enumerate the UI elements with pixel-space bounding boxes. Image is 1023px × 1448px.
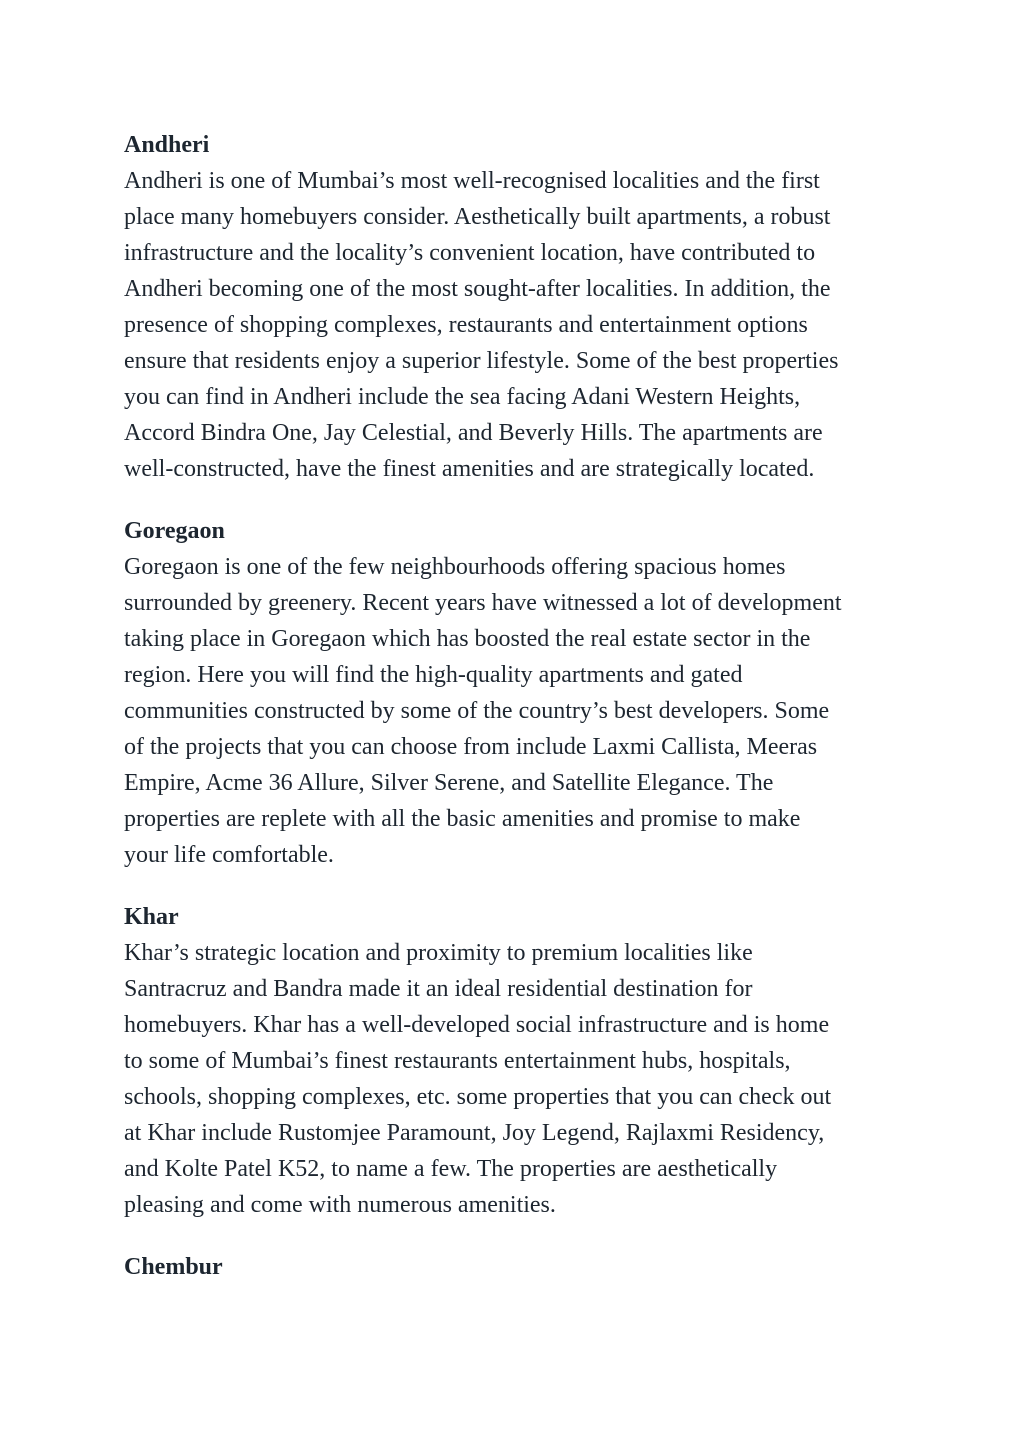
paragraph-line: to some of Mumbai’s finest restaurants entertainment hubs, hospitals, (124, 1048, 791, 1074)
section-goregaon (124, 513, 914, 873)
paragraph-line: taking place in Goregaon which has boosted the real estate sector in the (124, 626, 811, 652)
section-andheri (124, 127, 914, 487)
paragraph-line: you can find in Andheri include the sea facing Adani Western Heights, (124, 384, 801, 410)
paragraph-line: at Khar include Rustomjee Paramount, Joy Legend, Rajlaxmi Residency, (124, 1120, 825, 1146)
paragraph-line: Andheri becoming one of the most sought-after localities. In addition, the (124, 276, 831, 302)
section-heading: Khar (124, 904, 179, 930)
section-khar (124, 899, 914, 1223)
paragraph-line: place many homebuyers consider. Aesthetically built apartments, a robust (124, 204, 831, 230)
section-heading: Andheri (124, 132, 210, 158)
paragraph-line: Goregaon is one of the few neighbourhoods offering spacious homes (124, 554, 786, 580)
paragraph-line: schools, shopping complexes, etc. some properties that you can check out (124, 1084, 832, 1110)
paragraph-line: of the projects that you can choose from include Laxmi Callista, Meeras (124, 734, 818, 760)
section-heading: Chembur (124, 1254, 223, 1280)
paragraph-line: homebuyers. Khar has a well-developed social infrastructure and is home (124, 1012, 830, 1038)
paragraph-line: properties are replete with all the basic amenities and promise to make (124, 806, 801, 832)
paragraph-line: infrastructure and the locality’s convenient location, have contributed to (124, 240, 816, 266)
paragraph-line: communities constructed by some of the country’s best developers. Some (124, 698, 830, 724)
section-chembur (124, 1249, 914, 1285)
paragraph-line: Empire, Acme 36 Allure, Silver Serene, and Satellite Elegance. The (124, 770, 774, 796)
paragraph-line: Andheri is one of Mumbai’s most well-recognised localities and the first (124, 168, 820, 194)
paragraph-line: Khar’s strategic location and proximity to premium localities like (124, 940, 753, 966)
section-heading: Goregaon (124, 518, 225, 544)
paragraph-line: surrounded by greenery. Recent years have witnessed a lot of development (124, 590, 842, 616)
paragraph-line: ensure that residents enjoy a superior lifestyle. Some of the best properties (124, 348, 839, 374)
paragraph-line: region. Here you will find the high-quality apartments and gated (124, 662, 743, 688)
paragraph-line: and Kolte Patel K52, to name a few. The properties are aesthetically (124, 1156, 778, 1182)
paragraph-line: well-constructed, have the finest amenities and are strategically located. (124, 456, 815, 482)
paragraph-line: Accord Bindra One, Jay Celestial, and Beverly Hills. The apartments are (124, 420, 823, 446)
paragraph-line: your life comfortable. (124, 842, 334, 868)
document-page (124, 127, 914, 1311)
paragraph-line: pleasing and come with numerous amenities. (124, 1192, 556, 1218)
paragraph-line: presence of shopping complexes, restaurants and entertainment options (124, 312, 808, 338)
paragraph-line: Santracruz and Bandra made it an ideal residential destination for (124, 976, 753, 1002)
